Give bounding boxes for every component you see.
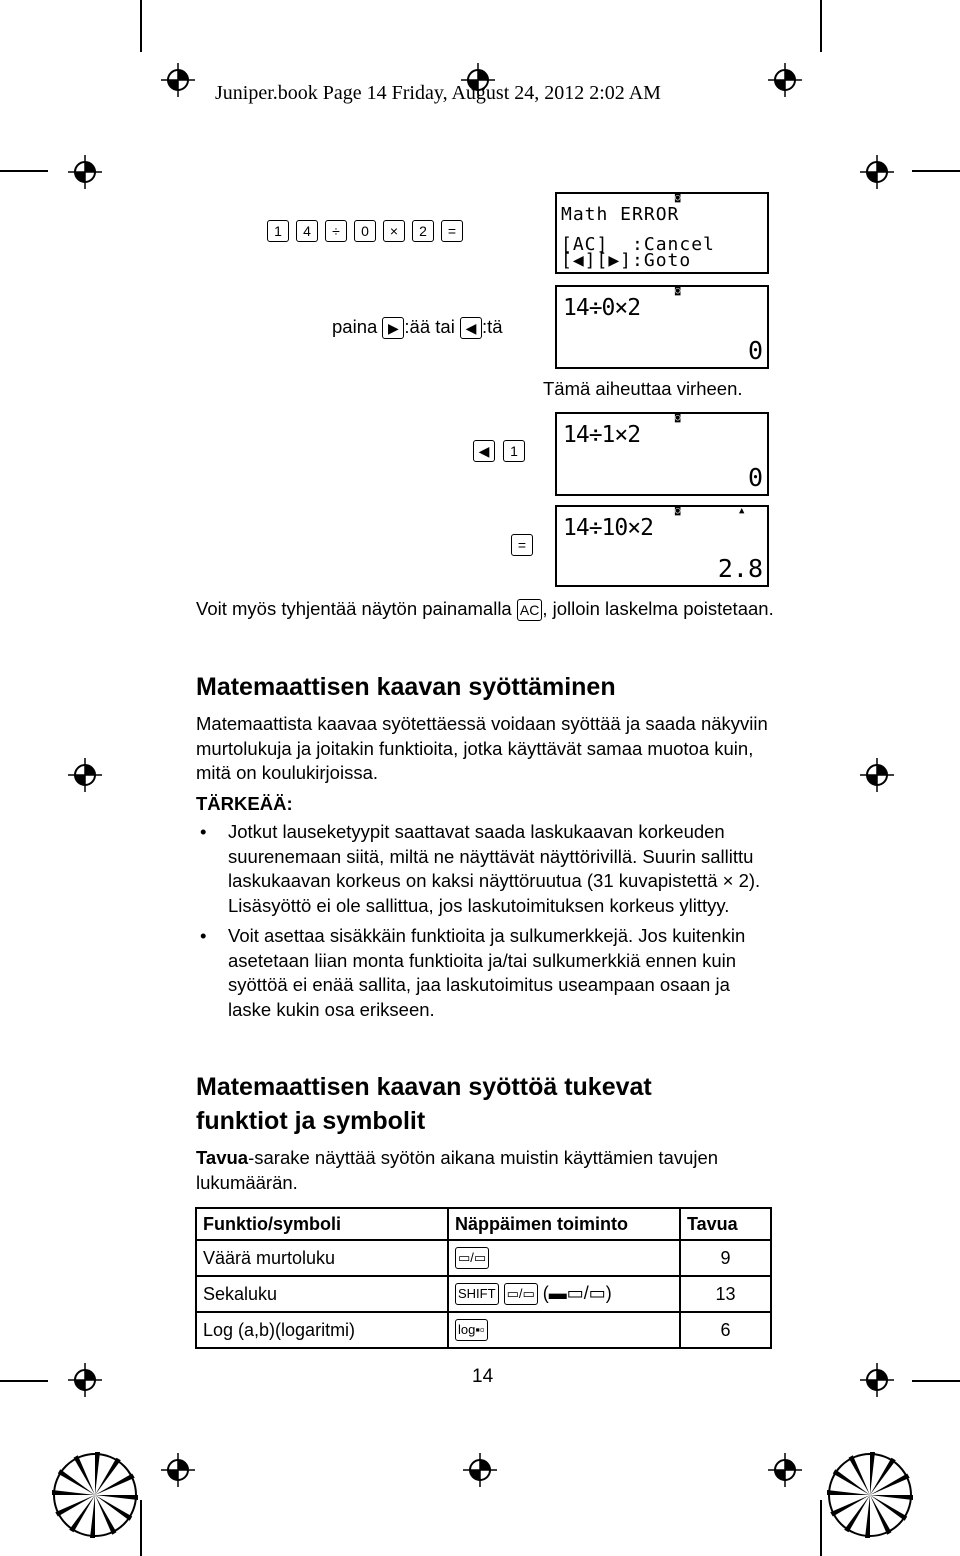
- key-multiply: ×: [383, 220, 405, 242]
- registration-mark-icon: [860, 758, 894, 792]
- paina-instruction: [332, 315, 503, 340]
- calculator-screen-2: [555, 285, 769, 369]
- key-0: 0: [354, 220, 376, 242]
- cell-bytes: 6: [680, 1312, 771, 1348]
- up-indicator-icon: ▲: [739, 506, 745, 516]
- screen-result: 0: [747, 336, 763, 365]
- table-header-row: [196, 1208, 771, 1240]
- list-item: • Jotkut lauseketyypit saattavat saada laskukaavan korkeuden suurenemaan siitä, miltä ne näyttävät näyttörivillä. Suurin sallittu laskukaavan korkeus on kaksi näyttöruutua (31 kuvapistettä × 2). Lisäsyöttö ei ole sallittua, jos laskutoimituksen korkeus ylittyy.: [196, 820, 771, 918]
- table-row: [196, 1312, 771, 1348]
- paina-mid: :ää tai: [404, 316, 455, 337]
- cell-keys: [448, 1276, 680, 1312]
- star-target-icon: [827, 1452, 913, 1538]
- screen-expression: 14÷0×2: [563, 295, 641, 321]
- col-header-keys: Näppäimen toiminto: [448, 1208, 680, 1240]
- table-row: [196, 1276, 771, 1312]
- registration-mark-icon: [860, 1363, 894, 1397]
- cell-function: Sekaluku: [196, 1276, 448, 1312]
- key-4: 4: [296, 220, 318, 242]
- registration-mark-icon: [768, 1453, 802, 1487]
- key-sequence-step3: [473, 440, 525, 462]
- page-header: Juniper.book Page 14 Friday, August 24, 2012 2:02 AM: [215, 82, 661, 104]
- cell-keys: [448, 1240, 680, 1276]
- clear-note-after: , jolloin laskelma poistetaan.: [542, 598, 774, 619]
- registration-mark-icon: [161, 63, 195, 97]
- key-sequence-step4: [511, 534, 533, 556]
- paina-prefix: paina: [332, 316, 378, 337]
- registration-mark-icon: [68, 758, 102, 792]
- cell-function: Väärä murtoluku: [196, 1240, 448, 1276]
- section-heading-line-1: Matemaattisen kaavan syöttöä tukevat: [196, 1073, 652, 1101]
- crop-mark: [0, 170, 48, 172]
- cell-keys: [448, 1312, 680, 1348]
- key-2: 2: [412, 220, 434, 242]
- indicator-icon: ◙: [675, 506, 681, 516]
- crop-mark: [0, 1380, 48, 1382]
- registration-mark-icon: [68, 1363, 102, 1397]
- crop-mark: [140, 1500, 142, 1556]
- col-header-bytes: Tavua: [680, 1208, 771, 1240]
- screen-expression: 14÷10×2: [563, 515, 653, 541]
- registration-mark-icon: [768, 63, 802, 97]
- crop-mark: [912, 1380, 960, 1382]
- crop-mark: [912, 170, 960, 172]
- error-line-2: [AC] :Cancel: [561, 234, 715, 255]
- calculator-screen-error: [555, 192, 769, 274]
- paina-suffix: :tä: [481, 316, 503, 337]
- key-equals: =: [441, 220, 463, 242]
- key-1: 1: [267, 220, 289, 242]
- clear-note: [196, 597, 776, 622]
- intro-bold: Tavua: [196, 1147, 249, 1168]
- key-equals: =: [511, 534, 533, 556]
- right-arrow-key-icon: ▶: [382, 317, 404, 339]
- registration-mark-icon: [860, 155, 894, 189]
- indicator-icon: ◙: [675, 286, 681, 296]
- left-arrow-key: ◀: [473, 440, 495, 462]
- crop-mark: [140, 0, 142, 52]
- intro-rest: -sarake näyttää syötön aikana muistin käyttämien tavujen lukumäärän.: [196, 1147, 719, 1193]
- key-1: 1: [503, 440, 525, 462]
- section-heading-line-2: funktiot ja symbolit: [196, 1107, 426, 1135]
- page-number: 14: [472, 1366, 494, 1387]
- list-item: • Voit asettaa sisäkkäin funktioita ja sulkumerkkejä. Jos kuitenkin asetetaan liian monta funktioita ja/tai sulkumerkkiä ennen kuin syöttöä ei enää sallita, jaa laskutoimitus useampaan osaan ja laske kukin osa erikseen.: [196, 924, 771, 1022]
- section-intro: Matemaattista kaavaa syötettäessä voidaan syöttää ja saada näkyviin murtolukuja ja joitakin funktioita, jotka käyttävät samaa muotoa kuin, mitä on koulukirjoissa.: [196, 713, 768, 783]
- clear-note-before: Voit myös tyhjentää näytön painamalla: [196, 598, 512, 619]
- important-list: [196, 820, 771, 1028]
- star-target-icon: [52, 1452, 138, 1538]
- key-divide: ÷: [325, 220, 347, 242]
- section-heading: Matemaattisen kaavan syöttäminen: [196, 673, 616, 701]
- registration-mark-icon: [463, 1453, 497, 1487]
- fraction-key-icon: ▭/▭: [455, 1247, 489, 1269]
- calculator-screen-4: [555, 505, 769, 587]
- fraction-key-icon: ▭/▭: [504, 1283, 538, 1305]
- left-arrow-key-icon: ◀: [460, 317, 482, 339]
- screen-result: 0: [747, 463, 763, 492]
- cell-function: Log (a,b)(logaritmi): [196, 1312, 448, 1348]
- calculator-screen-3: [555, 412, 769, 496]
- important-label: TÄRKEÄÄ:: [196, 793, 293, 814]
- section2-intro: [196, 1146, 756, 1195]
- error-caption: Tämä aiheuttaa virheen.: [543, 378, 743, 399]
- mixed-fraction-key-icon: (▬▭/▭): [542, 1282, 612, 1303]
- cell-bytes: 9: [680, 1240, 771, 1276]
- indicator-icon: ◙: [675, 413, 681, 423]
- screen-expression: 14÷1×2: [563, 422, 641, 448]
- screen-result: 2.8: [717, 554, 763, 583]
- table-row: [196, 1240, 771, 1276]
- crop-mark: [820, 0, 822, 52]
- key-sequence: [267, 220, 463, 242]
- error-line-1: Math ERROR: [561, 204, 680, 225]
- crop-mark: [820, 1500, 822, 1556]
- ac-key: AC: [517, 599, 542, 621]
- indicator-icon: ◙: [675, 193, 681, 203]
- shift-key-icon: SHIFT: [455, 1283, 499, 1305]
- error-line-3: [◀][▶]:Goto: [561, 250, 692, 271]
- log-key-icon: log▪▫: [455, 1319, 488, 1341]
- col-header-function: Funktio/symboli: [196, 1208, 448, 1240]
- cell-bytes: 13: [680, 1276, 771, 1312]
- registration-mark-icon: [161, 1453, 195, 1487]
- functions-table: [195, 1207, 772, 1349]
- registration-mark-icon: [68, 155, 102, 189]
